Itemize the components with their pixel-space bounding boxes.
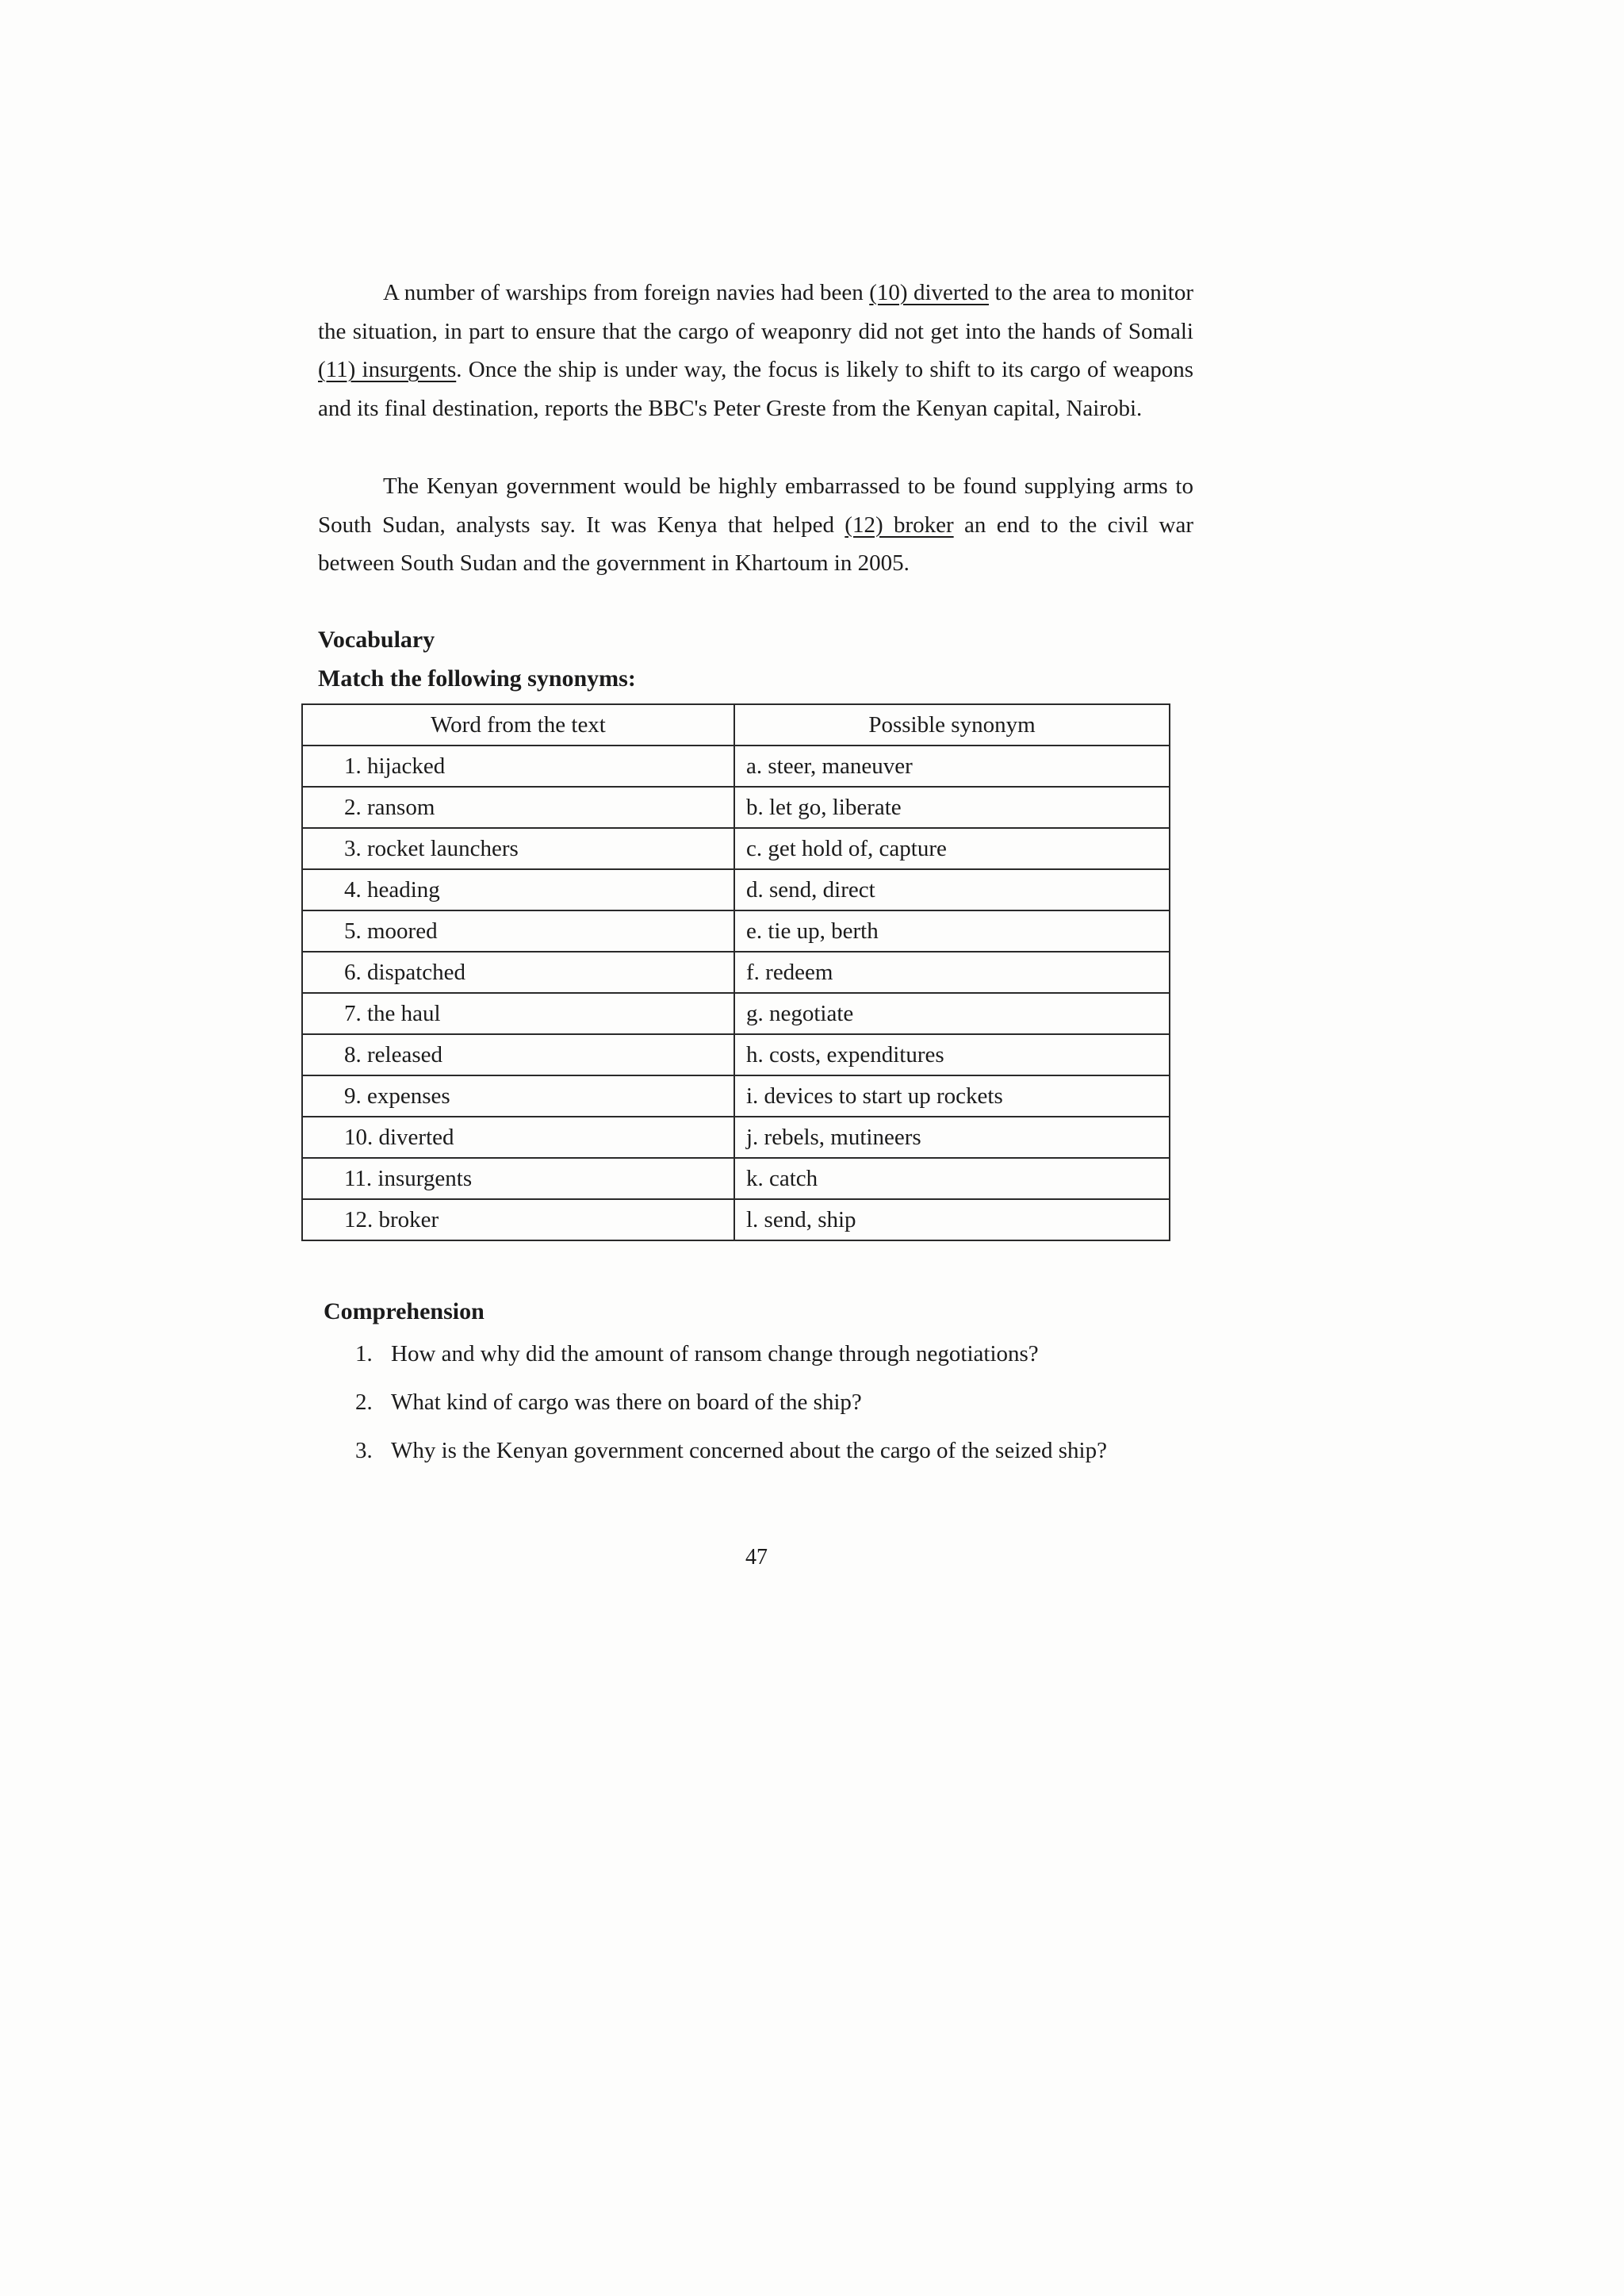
word-cell: 11. insurgents <box>302 1158 734 1199</box>
table-row <box>302 869 1170 910</box>
word-cell: 2. ransom <box>302 787 734 828</box>
column-header-word: Word from the text <box>302 704 734 746</box>
list-item <box>355 1336 1107 1385</box>
question-number: 3. <box>355 1438 373 1463</box>
list-item <box>355 1385 1107 1433</box>
question-text: Why is the Kenyan government concerned about the cargo of the seized ship? <box>391 1438 1107 1463</box>
table-row <box>302 1158 1170 1199</box>
word-cell: 5. moored <box>302 910 734 952</box>
question-text: What kind of cargo was there on board of the ship? <box>391 1389 862 1415</box>
table-row <box>302 952 1170 993</box>
vocabulary-heading: Vocabulary <box>318 627 435 653</box>
synonym-cell: i. devices to start up rockets <box>734 1075 1170 1117</box>
synonym-cell: k. catch <box>734 1158 1170 1199</box>
table-header-row <box>302 704 1170 746</box>
underlined-term-diverted: (10) diverted <box>869 280 989 305</box>
word-cell: 7. the haul <box>302 993 734 1034</box>
synonym-cell: e. tie up, berth <box>734 910 1170 952</box>
word-cell: 1. hijacked <box>302 746 734 787</box>
word-cell: 10. diverted <box>302 1117 734 1158</box>
paragraph-text: The Kenyan government would be highly embarrassed to be found supplying arms to South Sudan, analysts say. It was Kenya that helped <box>318 473 1193 538</box>
list-item <box>355 1433 1107 1481</box>
synonym-cell: g. negotiate <box>734 993 1170 1034</box>
paragraph-text: . Once the ship is under way, the focus is likely to shift to its cargo of weapons and its final destination, reports the BBC's Peter Greste from the Kenyan capital, Nairobi. <box>318 357 1193 421</box>
table-row <box>302 746 1170 787</box>
column-header-synonym: Possible synonym <box>734 704 1170 746</box>
paragraph-text: to the area to monitor the situation, in part to ensure that the cargo of weaponry did not get into the hands of Somali <box>318 280 1193 344</box>
word-cell: 8. released <box>302 1034 734 1075</box>
table-row <box>302 993 1170 1034</box>
table-row <box>302 828 1170 869</box>
synonym-cell: l. send, ship <box>734 1199 1170 1240</box>
paragraph-text: A number of warships from foreign navies had been <box>383 280 870 305</box>
synonym-cell: a. steer, maneuver <box>734 746 1170 787</box>
underlined-term-insurgents: (11) insurgents <box>318 357 457 382</box>
word-cell: 9. expenses <box>302 1075 734 1117</box>
paragraph-kenyan-government <box>318 467 1193 583</box>
synonym-cell: f. redeem <box>734 952 1170 993</box>
table-row <box>302 910 1170 952</box>
table-row <box>302 1117 1170 1158</box>
word-cell: 4. heading <box>302 869 734 910</box>
vocabulary-instruction: Match the following synonyms: <box>318 665 636 692</box>
table-row <box>302 1075 1170 1117</box>
page-number: 47 <box>745 1545 768 1570</box>
word-cell: 12. broker <box>302 1199 734 1240</box>
synonym-cell: j. rebels, mutineers <box>734 1117 1170 1158</box>
question-number: 1. <box>355 1341 373 1366</box>
vocabulary-table <box>301 703 1170 1241</box>
question-number: 2. <box>355 1389 373 1415</box>
word-cell: 3. rocket launchers <box>302 828 734 869</box>
word-cell: 6. dispatched <box>302 952 734 993</box>
table-row <box>302 787 1170 828</box>
paragraph-text: an end to the civil war between South Sudan and the government in Khartoum in 2005. <box>318 512 1193 576</box>
synonym-cell: b. let go, liberate <box>734 787 1170 828</box>
table-row <box>302 1199 1170 1240</box>
synonym-cell: d. send, direct <box>734 869 1170 910</box>
synonym-cell: c. get hold of, capture <box>734 828 1170 869</box>
underlined-term-broker: (12) broker <box>845 512 954 538</box>
question-text: How and why did the amount of ransom change through negotiations? <box>391 1341 1039 1366</box>
paragraph-warships <box>318 274 1193 427</box>
synonym-cell: h. costs, expenditures <box>734 1034 1170 1075</box>
comprehension-heading: Comprehension <box>324 1298 485 1324</box>
table-row <box>302 1034 1170 1075</box>
comprehension-questions <box>355 1336 1107 1481</box>
